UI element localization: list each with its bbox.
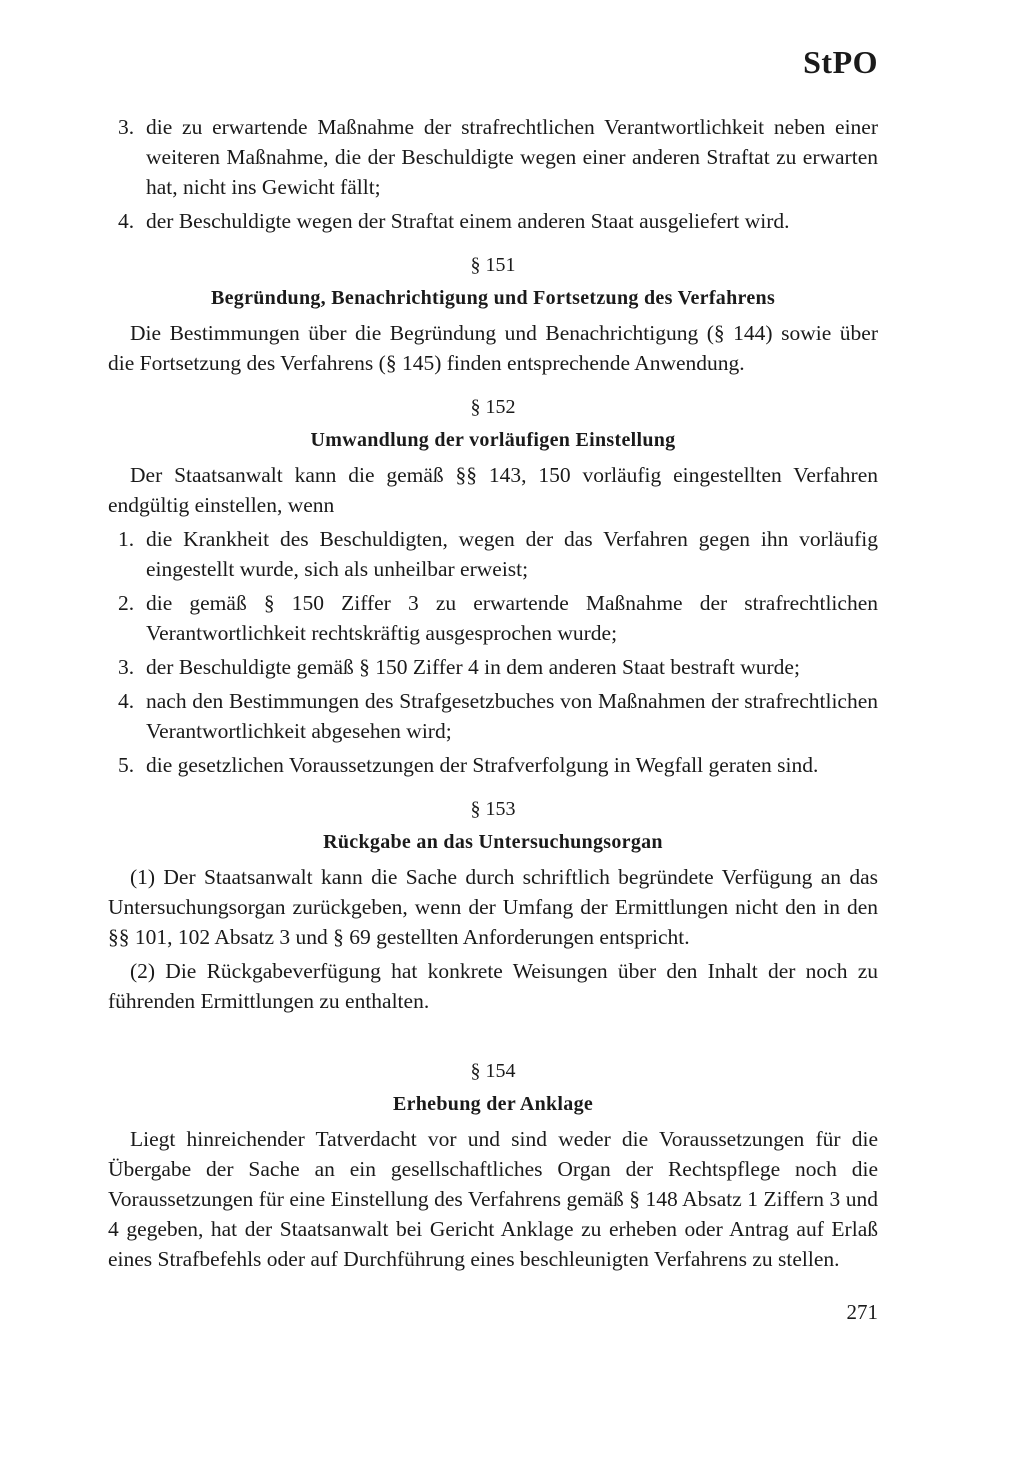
section-list-152 [108, 524, 878, 780]
section-text-151: Die Bestimmungen über die Begründung und Benachrichtigung (§ 144) sowie über die Fortsetzung des Verfahrens (§ 145) finden entsprechende Anwendung. [108, 321, 878, 375]
item-text: der Beschuldigte wegen der Straftat einem anderen Staat ausgeliefert wird. [146, 209, 790, 233]
section-text-152: Der Staatsanwalt kann die gemäß §§ 143, 150 vorläufig eingestellten Verfahren endgültig einstellen, wenn [108, 463, 878, 517]
item-text: der Beschuldigte gemäß § 150 Ziffer 4 in dem anderen Staat bestraft wurde; [146, 655, 800, 679]
list-item [108, 652, 878, 682]
section-text-154: Liegt hinreichender Tatverdacht vor und sind weder die Voraussetzungen für die Übergabe der Sache an ein gesellschaftliches Organ der Rechtspflege noch die Voraussetzungen für eine Einstellung des Verfahrens gemäß § 148 Absatz 1 Ziffern 3 und 4 gegeben, hat der Staatsanwalt bei Gericht Anklage zu erheben oder Antrag auf Erlaß eines Strafbefehls oder auf Durchführung eines beschleunigten Verfahrens zu stellen. [108, 1127, 878, 1271]
item-number: 2. [118, 591, 135, 615]
item-text: die Krankheit des Beschuldigten, wegen der das Verfahren gegen ihn vorläufig eingestellt wurde, sich als unheilbar erweist; [146, 527, 878, 581]
page-number: 271 [846, 1300, 878, 1324]
item-number: 1. [118, 527, 135, 551]
section-number-152: § 152 [470, 396, 516, 418]
item-text: die zu erwartende Maßnahme der strafrechtlichen Verantwortlichkeit neben einer weiteren Maßnahme, die der Beschuldigte wegen einer anderen Straftat zu erwarten hat, nicht ins Gewicht fällt; [146, 115, 878, 199]
spacer [108, 1020, 878, 1042]
content [108, 112, 878, 1274]
section-title-151: Begründung, Benachrichtigung und Fortsetzung des Verfahrens [210, 287, 776, 309]
list-item [108, 524, 878, 584]
item-text: die gemäß § 150 Ziffer 3 zu erwartende Maßnahme der strafrechtlichen Verantwortlichkeit rechtskräftig ausgesprochen wurde; [146, 591, 878, 645]
section-number-153: § 153 [470, 798, 516, 820]
section-title-153: Rückgabe an das Untersuchungsorgan [323, 831, 663, 853]
item-number: 5. [118, 753, 135, 777]
section-paragraph-2: (2) Die Rückgabeverfügung hat konkrete Weisungen über den Inhalt der noch zu führenden Ermittlungen zu enthalten. [108, 959, 878, 1013]
item-number: 4. [118, 209, 135, 233]
list-item [108, 686, 878, 746]
list-item [108, 588, 878, 648]
section-title-154: Erhebung der Anklage [392, 1093, 594, 1115]
item-number: 4. [118, 689, 135, 713]
list-item [108, 206, 878, 236]
item-text: nach den Bestimmungen des Strafgesetzbuches von Maßnahmen der strafrechtlichen Verantwortlichkeit abgesehen wird; [146, 689, 878, 743]
item-text: die gesetzlichen Voraussetzungen der Strafverfolgung in Wegfall geraten sind. [146, 753, 819, 777]
item-number: 3. [118, 655, 135, 679]
section-title-152: Umwandlung der vorläufigen Einstellung [310, 429, 676, 451]
list-item [108, 750, 878, 780]
running-head: StPO [803, 44, 878, 80]
section-number-154: § 154 [470, 1060, 516, 1082]
item-number: 3. [118, 115, 135, 139]
section-paragraph-1: (1) Der Staatsanwalt kann die Sache durch schriftlich begründete Verfügung an das Untersuchungsorgan zurückgeben, wenn der Umfang der Ermittlungen nicht den in den §§ 101, 102 Absatz 3 und § 69 gestellten Anforderungen entspricht. [108, 865, 878, 949]
section-number-151: § 151 [470, 254, 516, 276]
list-item [108, 112, 878, 202]
page-body [108, 42, 878, 1278]
